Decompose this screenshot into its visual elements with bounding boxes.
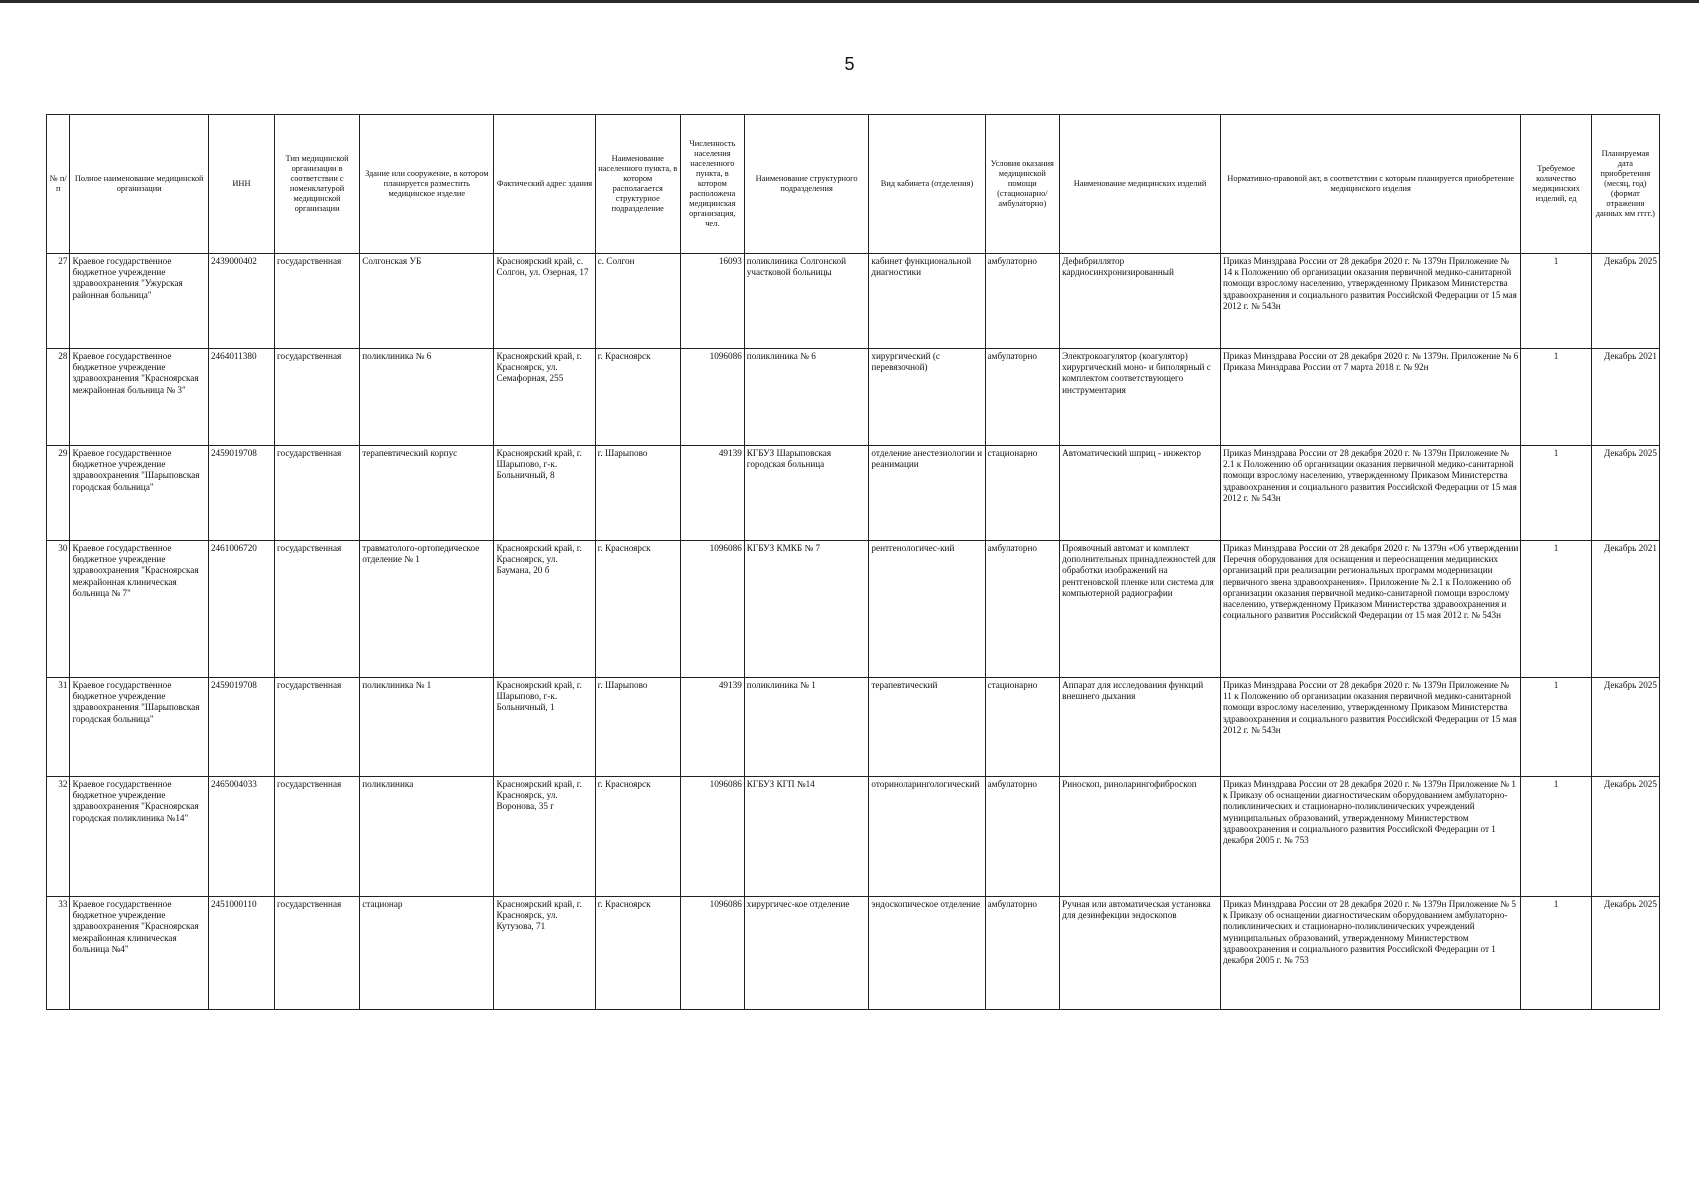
table-row — [47, 254, 1660, 349]
header-cell: Вид кабинета (отделения) — [869, 115, 985, 254]
table-row — [47, 678, 1660, 777]
org-type-cell: государственная — [274, 349, 359, 446]
inn-cell: 2459019708 — [208, 446, 274, 541]
unit-cell: КГБУЗ КГП №14 — [744, 777, 869, 897]
row-number-cell: 29 — [47, 446, 70, 541]
unit-cell: поликлиника Солгонской участковой больницы — [744, 254, 869, 349]
conditions-cell: амбулаторно — [985, 897, 1060, 1010]
header-cell: Фактический адрес здания — [494, 115, 595, 254]
header-row — [47, 115, 1660, 254]
address-cell: Красноярский край, г. Красноярск, ул. Баумана, 20 б — [494, 541, 595, 678]
header-cell: Условия оказания медицинской помощи (стационарно/амбулаторно) — [985, 115, 1060, 254]
header-cell: Численность населения населенного пункта, в котором расположена медицинская организация, чел. — [680, 115, 744, 254]
conditions-cell: амбулаторно — [985, 349, 1060, 446]
population-cell: 16093 — [680, 254, 744, 349]
address-cell: Красноярский край, г. Шарыпово, г-к. Больничный, 1 — [494, 678, 595, 777]
quantity-cell: 1 — [1521, 349, 1591, 446]
row-number-cell: 30 — [47, 541, 70, 678]
inn-cell: 2459019708 — [208, 678, 274, 777]
header-cell: ИНН — [208, 115, 274, 254]
header-cell: Тип медицинской организации в соответствии с номенклатурой медицинской организации — [274, 115, 359, 254]
organization-cell: Краевое государственное бюджетное учреждение здравоохранения "Шарыповская городская больница" — [70, 678, 209, 777]
building-cell: стационар — [360, 897, 494, 1010]
legal-act-cell: Приказ Минздрава России от 28 декабря 2020 г. № 1379н Приложение № 11 к Положению об организации оказания первичной медико-санитарной помощи взрослому населению, утвержденному Приказом Министерства здравоохранения и социального развития Российской Федерации от 15 мая 2012 г. № 543н — [1220, 678, 1520, 777]
cabinet-cell: отделение анестезиологии и реанимации — [869, 446, 985, 541]
device-cell: Проявочный автомат и комплект дополнительных принадлежностей для обработки изображений на рентгеновской пленке или система для компьютерной радиографии — [1060, 541, 1221, 678]
cabinet-cell: хирургический (с перевязочной) — [869, 349, 985, 446]
quantity-cell: 1 — [1521, 541, 1591, 678]
quantity-cell: 1 — [1521, 777, 1591, 897]
address-cell: Красноярский край, г. Красноярск, ул. Воронова, 35 г — [494, 777, 595, 897]
legal-act-cell: Приказ Минздрава России от 28 декабря 2020 г. № 1379н Приложение № 1 к Приказу об оснащении диагностическим оборудованием амбулаторно-поликлинических и стационарно-поликлинических учреждений муниципальных образований, утвержденному Министерством здравоохранения и социального развития Российской Федерации от 1 декабря 2005 г. № 753 — [1220, 777, 1520, 897]
equipment-register-table — [46, 114, 1660, 1010]
header-cell: Нормативно-правовой акт, в соответствии с которым планируется приобретение медицинского изделия — [1220, 115, 1520, 254]
population-cell: 1096086 — [680, 541, 744, 678]
row-number-cell: 28 — [47, 349, 70, 446]
unit-cell: КГБУЗ КМКБ № 7 — [744, 541, 869, 678]
conditions-cell: амбулаторно — [985, 541, 1060, 678]
locality-cell: с. Солгон — [595, 254, 680, 349]
date-cell: Декабрь 2025 — [1591, 446, 1659, 541]
building-cell: Солгонская УБ — [360, 254, 494, 349]
organization-cell: Краевое государственное бюджетное учреждение здравоохранения "Красноярская межрайонная клиническая больница №4" — [70, 897, 209, 1010]
building-cell: поликлиника № 1 — [360, 678, 494, 777]
organization-cell: Краевое государственное бюджетное учреждение здравоохранения "Красноярская межрайонная больница № 3" — [70, 349, 209, 446]
locality-cell: г. Шарыпово — [595, 678, 680, 777]
table-row — [47, 446, 1660, 541]
date-cell: Декабрь 2021 — [1591, 541, 1659, 678]
building-cell: травматолого-ортопедическое отделение № 1 — [360, 541, 494, 678]
org-type-cell: государственная — [274, 254, 359, 349]
table-row — [47, 777, 1660, 897]
conditions-cell: амбулаторно — [985, 254, 1060, 349]
header-cell: Требуемое количество медицинских изделий, ед — [1521, 115, 1591, 254]
conditions-cell: стационарно — [985, 678, 1060, 777]
table-row — [47, 897, 1660, 1010]
organization-cell: Краевое государственное бюджетное учреждение здравоохранения "Шарыповская городская больница" — [70, 446, 209, 541]
address-cell: Красноярский край, г. Красноярск, ул. Семафорная, 255 — [494, 349, 595, 446]
row-number-cell: 27 — [47, 254, 70, 349]
org-type-cell: государственная — [274, 678, 359, 777]
device-cell: Автоматический шприц - инжектор — [1060, 446, 1221, 541]
address-cell: Красноярский край, с. Солгон, ул. Озерная, 17 — [494, 254, 595, 349]
legal-act-cell: Приказ Минздрава России от 28 декабря 2020 г. № 1379н Приложение № 2.1 к Положению об организации оказания первичной медико-санитарной помощи взрослому населению, утвержденному Приказом Министерства здравоохранения и социального развития Российской Федерации от 15 мая 2012 г. № 543н — [1220, 446, 1520, 541]
quantity-cell: 1 — [1521, 254, 1591, 349]
scan-top-edge — [0, 0, 1699, 14]
date-cell: Декабрь 2025 — [1591, 254, 1659, 349]
device-cell: Дефибриллятор кардиосинхронизированный — [1060, 254, 1221, 349]
table-row — [47, 349, 1660, 446]
header-cell: Здание или сооружение, в котором планируется разместить медицинское изделие — [360, 115, 494, 254]
unit-cell: поликлиника № 6 — [744, 349, 869, 446]
population-cell: 1096086 — [680, 349, 744, 446]
row-number-cell: 33 — [47, 897, 70, 1010]
org-type-cell: государственная — [274, 777, 359, 897]
conditions-cell: амбулаторно — [985, 777, 1060, 897]
address-cell: Красноярский край, г. Шарыпово, г-к. Больничный, 8 — [494, 446, 595, 541]
cabinet-cell: рентгенологичес-кий — [869, 541, 985, 678]
inn-cell: 2465004033 — [208, 777, 274, 897]
locality-cell: г. Красноярск — [595, 349, 680, 446]
cabinet-cell: кабинет функциональной диагностики — [869, 254, 985, 349]
locality-cell: г. Красноярск — [595, 777, 680, 897]
header-cell: Полное наименование медицинской организации — [70, 115, 209, 254]
locality-cell: г. Шарыпово — [595, 446, 680, 541]
cabinet-cell: оториноларингологический — [869, 777, 985, 897]
org-type-cell: государственная — [274, 897, 359, 1010]
device-cell: Аппарат для исследования функций внешнего дыхания — [1060, 678, 1221, 777]
locality-cell: г. Красноярск — [595, 541, 680, 678]
address-cell: Красноярский край, г. Красноярск, ул. Кутузова, 71 — [494, 897, 595, 1010]
legal-act-cell: Приказ Минздрава России от 28 декабря 2020 г. № 1379н Приложение № 14 к Положению об организации оказания первичной медико-санитарной помощи взрослому населению, утвержденному Приказом Министерства здравоохранения и социального развития Российской Федерации от 15 мая 2012 г. № 543н — [1220, 254, 1520, 349]
organization-cell: Краевое государственное бюджетное учреждение здравоохранения "Красноярская межрайонная клиническая больница № 7" — [70, 541, 209, 678]
row-number-cell: 32 — [47, 777, 70, 897]
population-cell: 1096086 — [680, 897, 744, 1010]
legal-act-cell: Приказ Минздрава России от 28 декабря 2020 г. № 1379н Приложение № 5 к Приказу об оснащении диагностическим оборудованием амбулаторно-поликлинических и стационарно-поликлинических учреждений муниципальных образований, утвержденному Министерством здравоохранения и социального развития Российской Федерации от 1 декабря 2005 г. № 753 — [1220, 897, 1520, 1010]
population-cell: 49139 — [680, 446, 744, 541]
building-cell: поликлиника № 6 — [360, 349, 494, 446]
population-cell: 49139 — [680, 678, 744, 777]
date-cell: Декабрь 2025 — [1591, 897, 1659, 1010]
population-cell: 1096086 — [680, 777, 744, 897]
legal-act-cell: Приказ Минздрава России от 28 декабря 2020 г. № 1379н. Приложение № 6 Приказа Минздрава России от 7 марта 2018 г. № 92н — [1220, 349, 1520, 446]
unit-cell: хирургичес-кое отделение — [744, 897, 869, 1010]
inn-cell: 2439000402 — [208, 254, 274, 349]
header-cell: Планируемая дата приобретения (месяц, год) (формат отражения данных мм гггг.) — [1591, 115, 1659, 254]
device-cell: Риноскоп, риноларингофиброскоп — [1060, 777, 1221, 897]
inn-cell: 2451000110 — [208, 897, 274, 1010]
organization-cell: Краевое государственное бюджетное учреждение здравоохранения "Красноярская городская поликлиника №14" — [70, 777, 209, 897]
quantity-cell: 1 — [1521, 897, 1591, 1010]
device-cell: Электрокоагулятор (коагулятор) хирургический моно- и биполярный с комплектом соответствующего инструментария — [1060, 349, 1221, 446]
header-cell: Наименование медицинских изделий — [1060, 115, 1221, 254]
cabinet-cell: эндоскопическое отделение — [869, 897, 985, 1010]
date-cell: Декабрь 2025 — [1591, 678, 1659, 777]
legal-act-cell: Приказ Минздрава России от 28 декабря 2020 г. № 1379н «Об утверждении Перечня оборудования для оснащения и переоснащения медицинских организаций при реализации региональных программ модернизации первичного звена здравоохранения». Приложение № 2.1 к Положению об организации оказания первичной медико-санитарной помощи взрослому населению, утвержденному Приказом Министерства здравоохранения и социального развития Российской Федерации от 15 мая 2012 г. № 543н — [1220, 541, 1520, 678]
conditions-cell: стационарно — [985, 446, 1060, 541]
header-cell: № п/п — [47, 115, 70, 254]
device-cell: Ручная или автоматическая установка для дезинфекции эндоскопов — [1060, 897, 1221, 1010]
inn-cell: 2461006720 — [208, 541, 274, 678]
cabinet-cell: терапевтический — [869, 678, 985, 777]
quantity-cell: 1 — [1521, 678, 1591, 777]
quantity-cell: 1 — [1521, 446, 1591, 541]
organization-cell: Краевое государственное бюджетное учреждение здравоохранения "Ужурская районная больница" — [70, 254, 209, 349]
table-row — [47, 541, 1660, 678]
unit-cell: поликлиника № 1 — [744, 678, 869, 777]
org-type-cell: государственная — [274, 446, 359, 541]
unit-cell: КГБУЗ Шарыповская городская больница — [744, 446, 869, 541]
building-cell: терапевтический корпус — [360, 446, 494, 541]
org-type-cell: государственная — [274, 541, 359, 678]
date-cell: Декабрь 2025 — [1591, 777, 1659, 897]
date-cell: Декабрь 2021 — [1591, 349, 1659, 446]
locality-cell: г. Красноярск — [595, 897, 680, 1010]
page-number: 5 — [844, 54, 855, 74]
building-cell: поликлиника — [360, 777, 494, 897]
header-cell: Наименование населенного пункта, в котором располагается структурное подразделение — [595, 115, 680, 254]
inn-cell: 2464011380 — [208, 349, 274, 446]
row-number-cell: 31 — [47, 678, 70, 777]
header-cell: Наименование структурного подразделения — [744, 115, 869, 254]
